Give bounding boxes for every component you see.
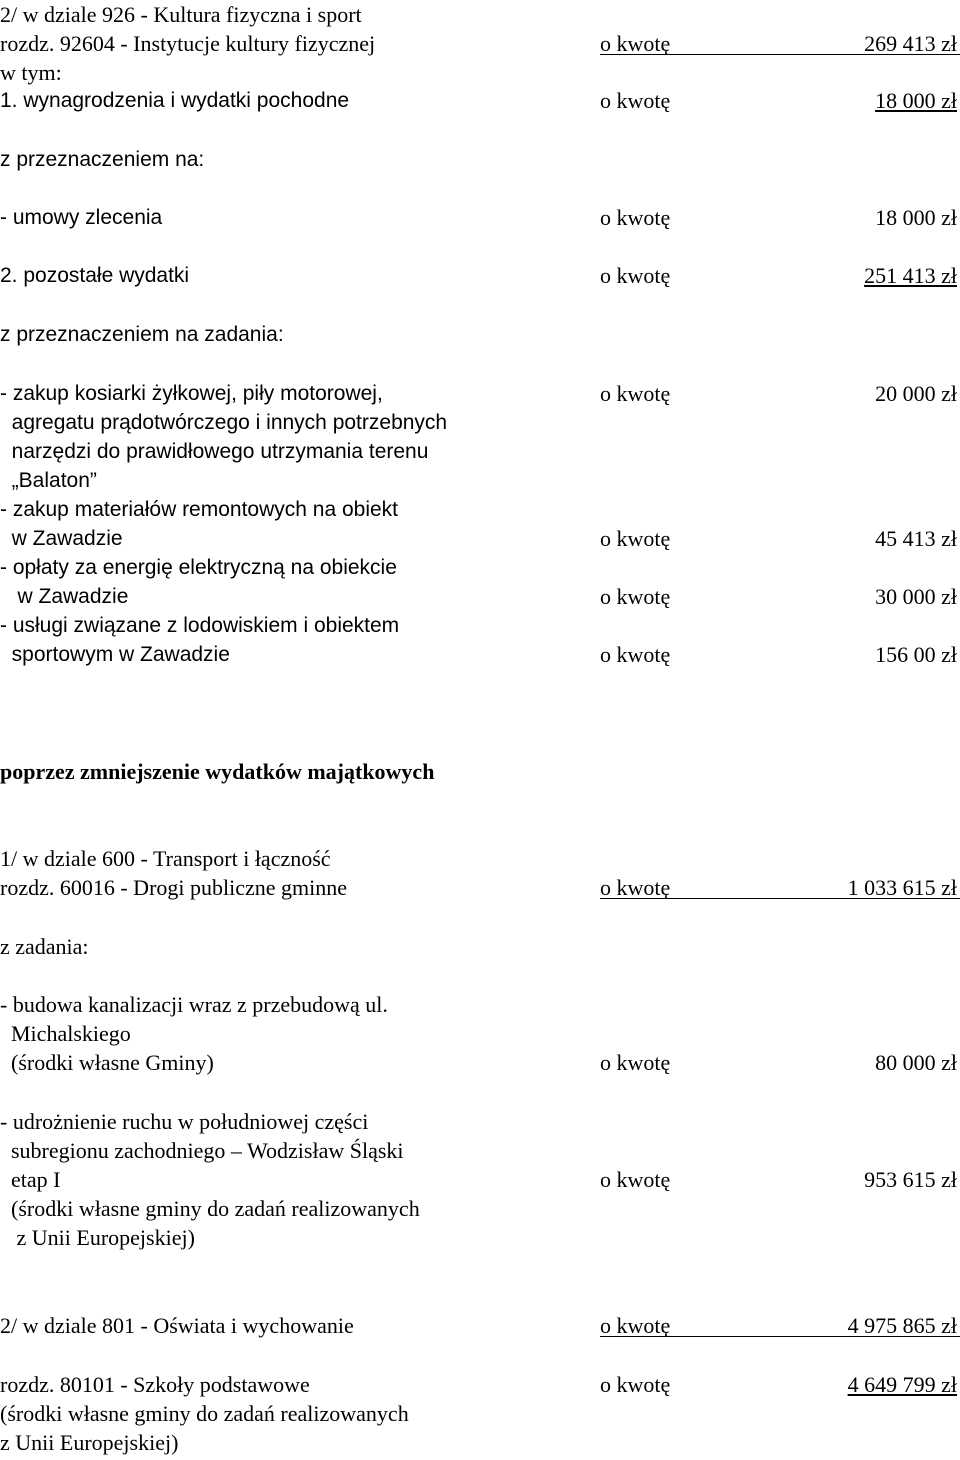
document-line [0, 1311, 960, 1340]
amount-prefix: o kwotę [600, 1167, 671, 1192]
document-line [0, 1048, 960, 1077]
document-line [0, 58, 960, 87]
amount-prefix: o kwotę [600, 875, 671, 900]
document-line [0, 1165, 960, 1194]
document-line [0, 640, 960, 669]
document-line [0, 1223, 960, 1252]
document-line [0, 29, 960, 58]
amount-underline [600, 1336, 960, 1337]
line-label: 1/ w dziale 600 - Transport i łączność [0, 846, 331, 871]
document-line [0, 1194, 960, 1223]
line-label: z zadania: [0, 934, 89, 959]
document-line [0, 1136, 960, 1165]
line-label: z przeznaczeniem na: [0, 148, 205, 171]
amount-prefix: o kwotę [600, 642, 671, 667]
amount-value: 80 000 zł [875, 1050, 957, 1075]
line-label: w tym: [0, 60, 62, 85]
line-label: agregatu prądotwórczego i innych potrzebnych [0, 411, 448, 434]
document-line [0, 1107, 960, 1136]
line-label: - udrożnienie ruchu w południowej części [0, 1109, 369, 1134]
amount-value: 18 000 zł [875, 205, 957, 230]
amount-value: 45 413 zł [875, 526, 957, 551]
document-line [0, 379, 960, 408]
amount-prefix: o kwotę [600, 1313, 671, 1338]
line-label: Michalskiego [0, 1021, 131, 1046]
amount-value: 269 413 zł [864, 31, 957, 56]
line-label: sportowym w Zawadzie [0, 643, 230, 666]
document-line [0, 466, 960, 495]
document-line [0, 437, 960, 466]
amount-prefix: o kwotę [600, 88, 671, 113]
amount-prefix: o kwotę [600, 31, 671, 56]
document-line [0, 873, 960, 902]
document-line [0, 932, 960, 961]
document-line [0, 582, 960, 611]
line-label: (środki własne gminy do zadań realizowanych [0, 1401, 409, 1426]
document-line [0, 145, 960, 174]
document-line [0, 553, 960, 582]
line-label: rozdz. 80101 - Szkoły podstawowe [0, 1372, 310, 1397]
amount-value: 1 033 615 zł [847, 875, 957, 900]
line-label: - opłaty za energię elektryczną na obiekcie [0, 556, 397, 579]
document-line [0, 1370, 960, 1399]
amount-prefix: o kwotę [600, 1372, 671, 1397]
document-line [0, 86, 960, 115]
line-label: etap I [0, 1167, 61, 1192]
document-line [0, 524, 960, 553]
document-line [0, 990, 960, 1019]
document-line [0, 1428, 960, 1457]
document-line [0, 320, 960, 349]
line-label: 1. wynagrodzenia i wydatki pochodne [0, 89, 350, 112]
amount-underline [600, 54, 960, 55]
line-label: - zakup materiałów remontowych na obiekt [0, 498, 399, 521]
amount-value: 18 000 zł [875, 88, 957, 113]
document-line [0, 495, 960, 524]
amount-value: 20 000 zł [875, 381, 957, 406]
amount-prefix: o kwotę [600, 263, 671, 288]
line-label: narzędzi do prawidłowego utrzymania terenu [0, 440, 429, 463]
line-label: 2/ w dziale 926 - Kultura fizyczna i sport [0, 2, 362, 27]
amount-prefix: o kwotę [600, 1050, 671, 1075]
amount-value: 953 615 zł [864, 1167, 957, 1192]
line-label: - zakup kosiarki żyłkowej, piły motorowej, [0, 382, 383, 405]
document-line [0, 844, 960, 873]
line-label: subregionu zachodniego – Wodzisław Śląski [0, 1138, 404, 1163]
amount-underline [600, 898, 960, 899]
amount-prefix: o kwotę [600, 381, 671, 406]
line-label: rozdz. 60016 - Drogi publiczne gminne [0, 875, 348, 900]
line-label: 2. pozostałe wydatki [0, 264, 190, 287]
amount-value: 30 000 zł [875, 584, 957, 609]
line-label: rozdz. 92604 - Instytucje kultury fizycznej [0, 31, 376, 56]
amount-value: 156 00 zł [875, 642, 957, 667]
line-label: z Unii Europejskiej) [0, 1430, 179, 1455]
document-line [0, 0, 960, 29]
line-label: 2/ w dziale 801 - Oświata i wychowanie [0, 1313, 354, 1338]
document-line [0, 408, 960, 437]
document-line [0, 1019, 960, 1048]
line-label: (środki własne gminy do zadań realizowanych [0, 1196, 420, 1221]
document-line [0, 757, 960, 786]
amount-prefix: o kwotę [600, 205, 671, 230]
line-label: w Zawadzie [0, 527, 123, 550]
amount-value: 4 975 865 zł [847, 1313, 957, 1338]
document-line [0, 203, 960, 232]
line-label: „Balaton” [0, 469, 97, 492]
amount-prefix: o kwotę [600, 584, 671, 609]
line-label: z przeznaczeniem na zadania: [0, 323, 284, 346]
section-heading: poprzez zmniejszenie wydatków majątkowych [0, 759, 435, 784]
line-label: - umowy zlecenia [0, 206, 163, 229]
line-label: z Unii Europejskiej) [0, 1225, 195, 1250]
line-label: (środki własne Gminy) [0, 1050, 214, 1075]
amount-prefix: o kwotę [600, 526, 671, 551]
line-label: - budowa kanalizacji wraz z przebudową ul. [0, 992, 388, 1017]
document-line [0, 611, 960, 640]
amount-value: 4 649 799 zł [847, 1372, 957, 1397]
line-label: - usługi związane z lodowiskiem i obiektem [0, 614, 400, 637]
line-label: w Zawadzie [0, 585, 129, 608]
document-line [0, 261, 960, 290]
document-line [0, 1399, 960, 1428]
amount-value: 251 413 zł [864, 263, 957, 288]
